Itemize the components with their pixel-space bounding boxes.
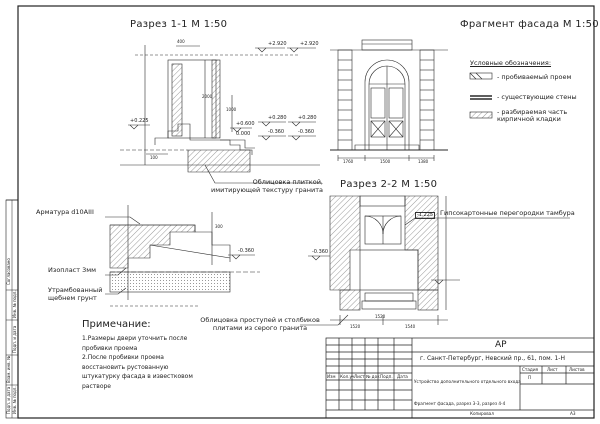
elev-mark: +0.225	[130, 118, 149, 124]
elev-mark: +0.600	[236, 121, 255, 127]
elev-mark: -0.360	[298, 129, 315, 135]
elev-mark: +2.920	[300, 41, 319, 47]
section-1-1-drawing	[120, 45, 322, 183]
facade-title: Фрагмент фасада М 1:50	[460, 19, 599, 30]
legend-swatch-demolished	[470, 112, 492, 118]
dim-label: 100	[150, 155, 158, 160]
dim-label: 1540	[405, 324, 416, 329]
dim-label: 1000	[226, 107, 237, 112]
notes-header: Примечание:	[82, 319, 151, 330]
callout-facing-tile: Облицовка плиткой, имитирующей текстуру гранита	[211, 178, 323, 194]
dim-label: 1520	[375, 314, 386, 319]
col-header-date: Дата	[397, 374, 408, 379]
note-2: 2.После пробивки проема восстановить рустованную штукатурку фасада в известковом растворе	[82, 354, 193, 390]
stamp-sign-date: Подп. и дата	[12, 325, 17, 353]
sheet-header: Лист	[547, 367, 558, 372]
step-detail-drawing	[105, 205, 260, 306]
stamp-agreed: Согласовано	[6, 258, 11, 285]
col-header-izm: Изм	[327, 374, 336, 379]
dim-label: 300	[215, 224, 223, 229]
callout-rebar: Арматура d10АIII	[36, 208, 94, 216]
title-address: г. Санкт-Петербург, Невский пр., 61, пом. 1-Н	[420, 355, 565, 362]
section-1-1-title: Разрез 1-1 М 1:50	[130, 19, 228, 30]
facade-fragment-drawing	[330, 40, 448, 161]
col-header-list: Лист	[354, 374, 365, 379]
copied-label: Копировал	[470, 411, 494, 416]
stamp-repl-inv: Взам. инв. №	[6, 355, 11, 383]
elev-mark: +2.920	[268, 41, 287, 47]
room-tag: -1.225	[417, 212, 434, 218]
dim-label: 1520	[350, 324, 361, 329]
doc-code: АР	[495, 340, 507, 350]
legend-item-demolished: - разбираемая часть кирпичной кладки	[497, 108, 568, 123]
title-project: Устройство дополнительного отдельного входа	[414, 379, 521, 384]
col-header-kol-uch: Кол.уч	[340, 374, 355, 379]
legend-header: Условные обозначения:	[470, 59, 552, 67]
stage-header: Стадия	[522, 367, 539, 372]
stamp-inv-no: Инв. № подл.	[12, 290, 17, 318]
elev-mark: -0.360	[268, 129, 285, 135]
stamp-inv-no-2: Инв. № подл.	[12, 386, 17, 414]
dim-label: 1380	[418, 159, 429, 164]
col-header-sign: Подп.	[380, 374, 393, 379]
callout-insulation: Изопласт 3мм	[48, 266, 97, 274]
dim-label: 1760	[343, 159, 354, 164]
stage-value: П	[528, 375, 532, 380]
elev-mark: -0.360	[312, 249, 329, 255]
legend-swatches	[470, 73, 492, 118]
callout-gravel: Утрамбованный щебнем грунт	[48, 286, 103, 302]
elev-mark: +0.280	[268, 115, 287, 121]
dim-label: 400	[177, 39, 185, 44]
section-2-2-title: Разрез 2-2 М 1:50	[340, 179, 438, 190]
dim-label: 1500	[380, 159, 391, 164]
note-1: 1.Размеры двери уточнить после пробивки проема	[82, 335, 188, 352]
elev-mark: 0.000	[236, 131, 251, 137]
legend-item-new-opening: - пробиваемый проем	[497, 73, 572, 81]
title-sheet-name: Фрагмент фасада, разрез 3-3, разрез 4-4	[414, 401, 506, 406]
elev-mark: -0.360	[238, 248, 255, 254]
format-label: А3	[570, 411, 576, 416]
legend-item-existing-walls: - существующие стены	[497, 93, 577, 101]
stamp-sign-date-2: Подп. и дата	[6, 386, 11, 414]
sheets-header: Листов	[569, 367, 585, 372]
dim-label: 2000	[202, 94, 213, 99]
callout-steps-facing: Облицовка проступей и столбиков плитами из серого гранита	[200, 316, 320, 332]
elev-mark: +0.280	[298, 115, 317, 121]
col-header-doc: № док	[366, 374, 380, 379]
callout-partitions: Гипсокартонные перегородки тамбура	[440, 209, 575, 217]
